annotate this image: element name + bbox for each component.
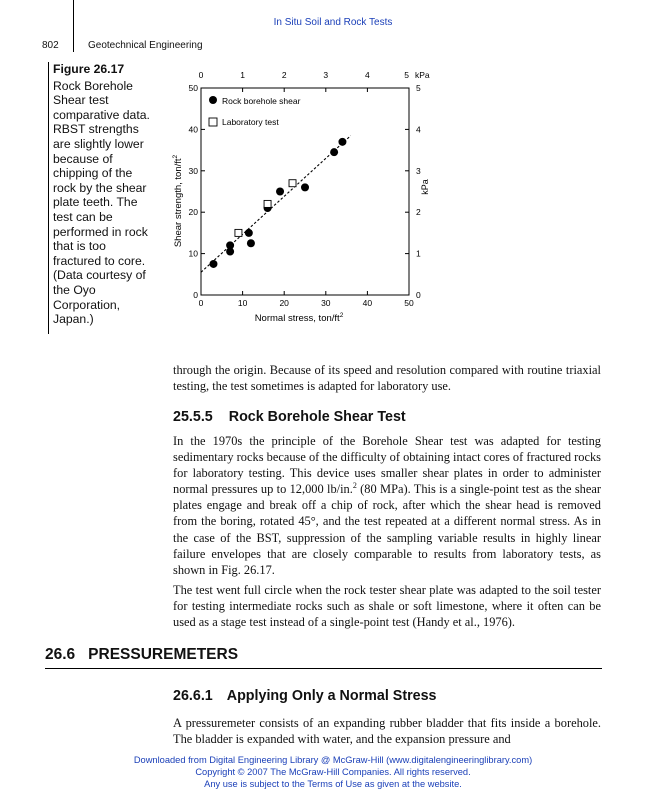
laboratory-point [264, 200, 271, 207]
section-number: 25.5.5 [173, 409, 213, 425]
section-title: Rock Borehole Shear Test [228, 409, 406, 425]
section-heading [173, 409, 406, 425]
right-tick-label: 0 [416, 290, 421, 300]
paragraph-intro: through the origin. Because of its speed and resolution compared with routine triaxial testing, the test sometimes is adapted for laboratory use. [173, 363, 601, 394]
top-tick-label: 0 [198, 70, 204, 80]
top-tick-label: 1 [240, 70, 245, 80]
x-tick-label: 50 [404, 298, 414, 308]
x-tick-label: 0 [198, 298, 204, 308]
rock-borehole-point [301, 183, 309, 191]
superscript: 2 [352, 481, 357, 491]
top-axis-unit: kPa [415, 70, 430, 80]
laboratory-point [235, 229, 242, 236]
running-head: In Situ Soil and Rock Tests [273, 17, 393, 28]
y-tick-label: 10 [188, 248, 198, 259]
right-tick-label: 3 [416, 165, 421, 176]
chapter-title: PRESSUREMETERS [88, 646, 239, 663]
subsection-heading [173, 688, 437, 704]
x-tick-label: 10 [237, 298, 248, 308]
subsection-title: Applying Only a Normal Stress [226, 688, 437, 704]
paragraph-full-circle: The test went full circle when the rock tester shear plate was adapted to the soil tester for testing intermediate rocks such as shale or soft limestone, where it often can be used as a stage test instead of a single-point test (Handy et al., 1976). [173, 583, 601, 630]
footer-terms: Any use is subject to the Terms of Use as given at the website. [204, 779, 462, 789]
chapter-number: 26.6 [45, 646, 76, 663]
x-tick-label: 20 [279, 298, 289, 308]
footer-download-link[interactable]: Downloaded from Digital Engineering Library @ McGraw-Hill (www.digitalengineeringlibrary.com) [133, 755, 533, 765]
y-tick-label: 40 [188, 124, 198, 135]
right-tick-label: 2 [416, 207, 421, 218]
rock-borehole-point [209, 260, 217, 268]
rock-borehole-point [276, 188, 284, 196]
figure-caption-text: Rock Borehole Shear test comparative data. RBST strengths are slightly lower because of chipping of the rock by the shear plate teeth. The test can be performed in rock that is too fractured to core. (Data courtesy of the Oyo Corporation, Japan.) [53, 78, 150, 327]
paragraph-pressuremeter: A pressuremeter consists of an expanding rubber bladder that fits inside a borehole. The bladder is expanded with water, and the expansion pressure and [173, 716, 601, 747]
trend-line [201, 136, 351, 273]
paragraph-rbst [173, 433, 601, 578]
y-tick-label: 30 [188, 165, 198, 176]
top-tick-label: 4 [365, 70, 370, 80]
legend-label-laboratory: Laboratory test [222, 117, 279, 127]
right-tick-label: 4 [416, 124, 421, 135]
subsection-number: 26.6.1 [173, 688, 213, 704]
rock-borehole-point [245, 229, 253, 237]
header-divider [73, 0, 74, 52]
rock-borehole-point [338, 138, 346, 146]
x-tick-label: 40 [362, 298, 373, 308]
chapter-heading [45, 646, 238, 664]
rock-borehole-point [330, 148, 338, 156]
right-tick-label: 1 [416, 248, 421, 259]
figure-label: Figure 26.17 [53, 62, 125, 76]
footer-copyright: Copyright © 2007 The McGraw-Hill Companies. All rights reserved. [195, 767, 471, 777]
chapter-rule [45, 668, 602, 669]
y-tick-label: 50 [188, 83, 198, 93]
laboratory-point [289, 180, 296, 187]
shear-chart [160, 64, 450, 332]
right-tick-label: 5 [416, 83, 421, 93]
y-tick-label: 0 [193, 290, 198, 300]
book-title: Geotechnical Engineering [88, 40, 203, 51]
top-tick-label: 5 [404, 70, 409, 80]
x-tick-label: 30 [321, 298, 331, 308]
x-axis-label: Normal stress, ton/$ft^2$ [254, 312, 344, 324]
legend-label-rock-borehole: Rock borehole shear [222, 96, 301, 106]
page-number: 802 [42, 40, 59, 51]
y-axis-label: Shear strength, ton/$ft^2$ [172, 154, 184, 248]
rock-borehole-point [226, 248, 234, 256]
top-tick-label: 3 [323, 70, 329, 80]
paragraph-rbst-part1: In the 1970s the principle of the Borehole Shear test was adapted for testing sedimentary rocks because of the difficulty of obtaining intact cores of fractured rocks for laboratory testing. This device uses smaller shear plates in order to administer normal pressures up to 12,000 lb/in. [173, 434, 601, 497]
top-tick-label: 2 [281, 70, 287, 80]
caption-rule [48, 62, 49, 334]
rock-borehole-point [247, 239, 255, 247]
y-tick-label: 20 [188, 207, 198, 218]
legend-marker-laboratory [209, 118, 217, 126]
right-axis-label: kPa [420, 179, 430, 195]
figure-caption [53, 62, 153, 327]
legend-marker-rock-borehole [209, 96, 217, 104]
paragraph-rbst-part2: (80 MPa). This is a single-point test as the shear plates engage and break off a chip of rock, after which the shear head is removed from the boring, rotated 45°, and the test repeated at a different normal stress. As in the case of the BST, suppression of the sampling variable results in highly linear failure envelopes that are closely comparable to results from laboratory tests, as shown in Fig. 26.17. [173, 482, 601, 577]
